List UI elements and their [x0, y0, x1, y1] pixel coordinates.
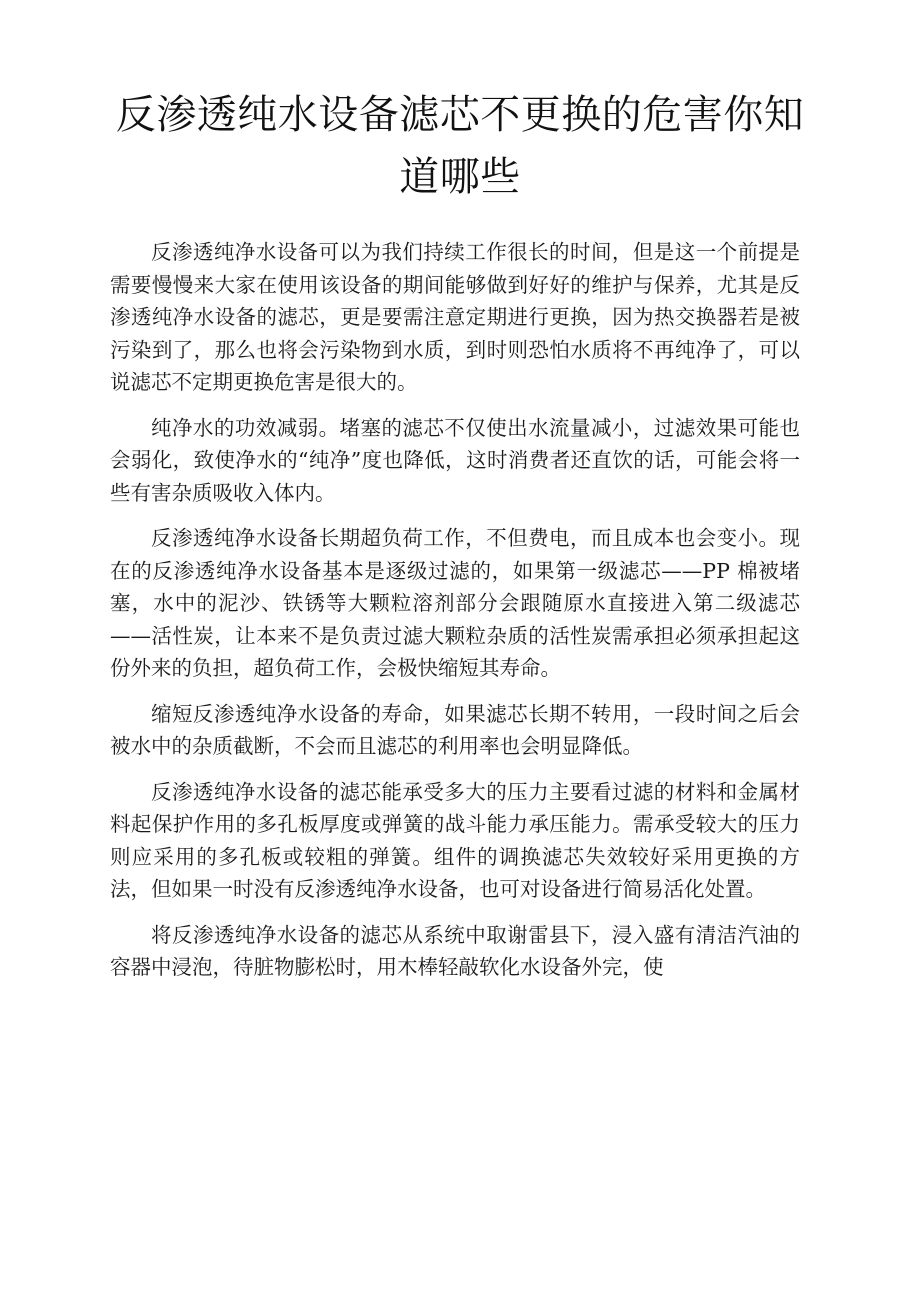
paragraph: 纯净水的功效减弱。堵塞的滤芯不仅使出水流量减小，过滤效果可能也会弱化，致使净水的“纯净”度也降低，这时消费者还直饮的话，可能会将一些有害杂质吸收入体内。 — [110, 415, 800, 505]
paragraph: 缩短反渗透纯净水设备的寿命，如果滤芯长期不转用，一段时间之后会被水中的杂质截断，不会而且滤芯的利用率也会明显降低。 — [110, 701, 800, 758]
paragraph: 反渗透纯净水设备长期超负荷工作，不但费电，而且成本也会变小。现在的反渗透纯净水设备基本是逐级过滤的，如果第一级滤芯——PP 棉被堵塞，水中的泥沙、铁锈等大颗粒溶剂部分会跟随原水直接进入第二级滤芯——活性炭，让本来不是负责过滤大颗粒杂质的活性炭需承担必须承担起这份外来的负担，超负荷工作，会极快缩短其寿命。 — [110, 526, 800, 680]
paragraph: 反渗透纯净水设备的滤芯能承受多大的压力主要看过滤的材料和金属材料起保护作用的多孔板厚度或弹簧的战斗能力承压能力。需承受较大的压力则应采用的多孔板或较粗的弹簧。组件的调换滤芯失效较好采用更换的方法，但如果一时没有反渗透纯净水设备，也可对设备进行简易活化处置。 — [110, 779, 800, 901]
paragraph: 将反渗透纯净水设备的滤芯从系统中取谢雷县下，浸入盛有清洁汽油的容器中浸泡，待脏物膨松时，用木棒轻敲软化水设备外完，使 — [110, 922, 800, 979]
paragraph: 反渗透纯净水设备可以为我们持续工作很长的时间，但是这一个前提是需要慢慢来大家在使用该设备的期间能够做到好好的维护与保养，尤其是反渗透纯净水设备的滤芯，更是要需注意定期进行更换，因为热交换器若是被污染到了，那么也将会污染物到水质，到时则恐怕水质将不再纯净了，可以说滤芯不定期更换危害是很大的。 — [110, 240, 800, 394]
document-body — [110, 236, 800, 997]
document-title: 反渗透纯水设备滤芯不更换的危害你知道哪些 — [115, 92, 805, 200]
